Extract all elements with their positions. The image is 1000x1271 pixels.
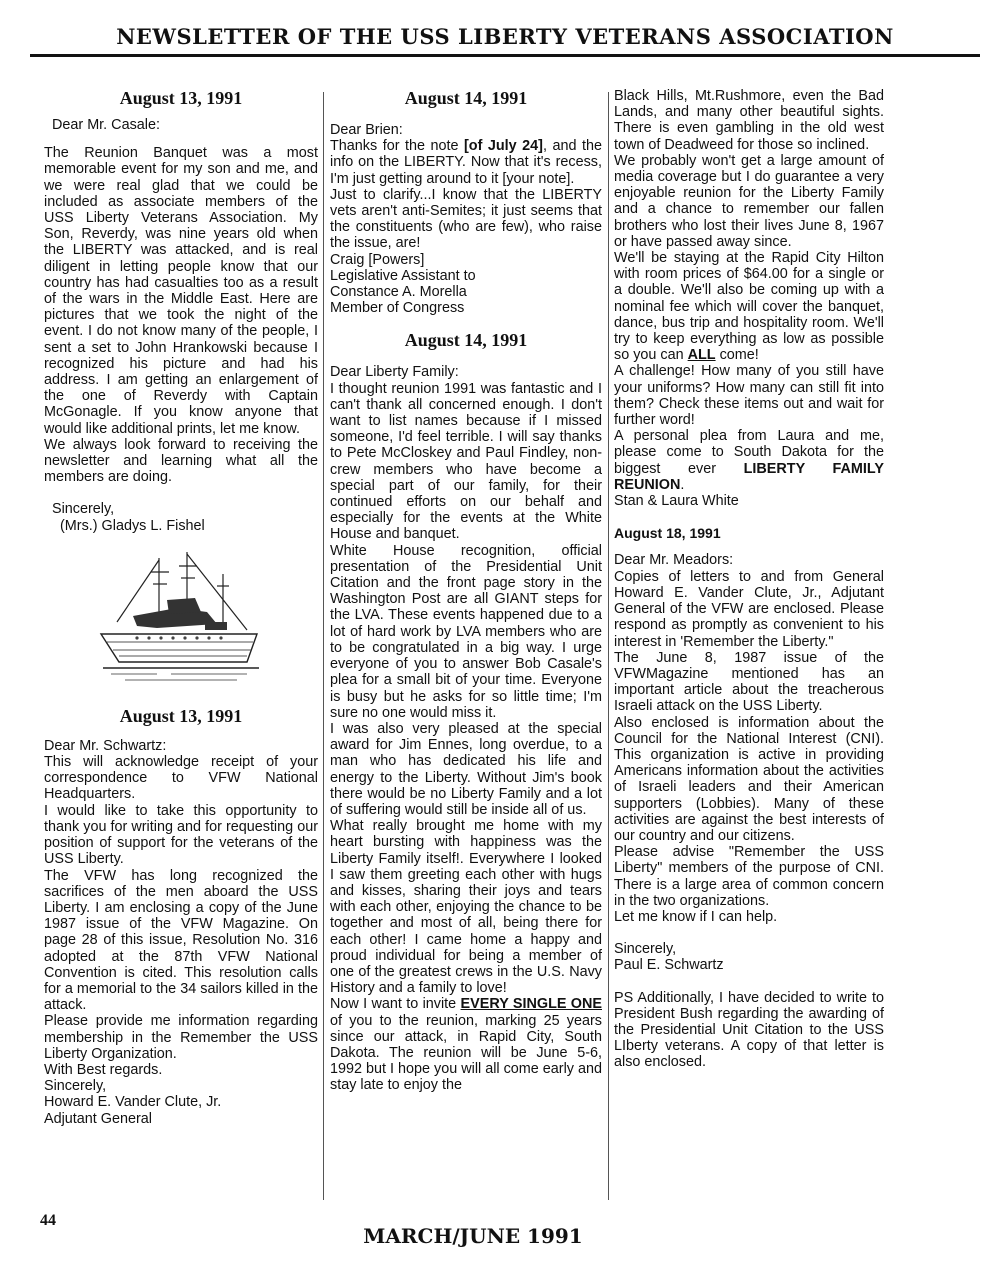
letter-body: The Reunion Banquet was a most memorable event for my son and me, and we were real glad that we could be included as associate members of the USS Liberty Veterans Association. My Son, Reverdy, was nine years old when the LIBERTY was attacked, and is real diligent in letting people know that our country has had casualties too as a result of the wars in the Middle East. Here are pictures that we took the night of the event. I do not know many of the people, I sent a set to John Hrankowski because I recognized his picture and had his address. I am getting an enlargement of the one of Reverdy with Captain McGonagle. If you know anyone that would like additional prints, let me know. bbox=[44, 145, 318, 437]
letter-date: August 14, 1991 bbox=[404, 330, 528, 351]
signature: (Mrs.) Gladys L. Fishel bbox=[60, 517, 205, 534]
signature-title: Adjutant General bbox=[44, 1110, 153, 1127]
closing: Sincerely, bbox=[52, 501, 115, 518]
letter-text: We'll be staying at the Rapid City Hilton with room prices of $64.00 for a single or a double. We'll also be coming up with a nominal fee which will cover the banquet, dance, bus trip and hospitality room. We'll try to keep everything as low as possible so you can bbox=[614, 250, 884, 364]
closing: Sincerely, bbox=[44, 1078, 107, 1095]
column-divider-left bbox=[323, 92, 324, 1200]
letter-text: of you to the reunion, marking 25 years since our attack, in Rapid City, South Dakota. The reunion will be June 5-6, 1992 but I hope you will all come early and stay late to enjoy the bbox=[330, 1012, 602, 1094]
letter-body: I thought reunion 1991 was fantastic and I can't thank all concerned enough. I don't want to list names because if I missed someone, I'd feel terrible. I will say thanks to Pete McCloskey and Paul Findley, non-crew members who have become a special part of our family, for their continued efforts on our behalf and especially for the events at the White House and banquet. bbox=[330, 380, 602, 543]
letter-body bbox=[330, 138, 602, 187]
letter-body: Let me know if I can help. bbox=[614, 908, 778, 925]
letter-body bbox=[614, 250, 884, 363]
letter-body: We probably won't get a large amount of media coverage but I do guarantee a very enjoyable reunion for the Liberty Family and a chance to remember our fallen brothers who lost their lives June 8, 1967 or have passed away since. bbox=[614, 152, 884, 250]
salutation: Dear Mr. Meadors: bbox=[614, 552, 734, 569]
signature: Craig [Powers] bbox=[330, 251, 425, 268]
signature-title: Legislative Assistant to bbox=[330, 267, 476, 284]
signature: Stan & Laura White bbox=[614, 493, 739, 510]
letter-body: We always look forward to receiving the newsletter and learning what all the members are doing. bbox=[44, 436, 318, 486]
page-number: 44 bbox=[40, 1212, 56, 1229]
letter-body: This will acknowledge receipt of your correspondence to VFW National Headquarters. bbox=[44, 754, 318, 803]
letter-text-bold: [of July 24] bbox=[464, 138, 543, 155]
letter-date: August 13, 1991 bbox=[119, 88, 243, 108]
salutation: Dear Mr. Casale: bbox=[52, 117, 160, 133]
closing: Sincerely, bbox=[614, 941, 677, 958]
salutation: Dear Mr. Schwartz: bbox=[44, 737, 167, 754]
letter-body: A challenge! How many of you still have your uniforms? How many can still fit into them? Check these items out and wait for further word! bbox=[614, 363, 884, 429]
letter-text: Thanks for the note bbox=[330, 138, 464, 155]
column-left bbox=[44, 88, 318, 1198]
letter-text-emphasis: ALL bbox=[687, 347, 716, 364]
postscript: PS Additionally, I have decided to write to President Bush regarding the awarding of the Presidential Unit Citation to the USS LIberty veterans. A copy of that letter is also enclosed. bbox=[614, 989, 884, 1071]
letter-text: come! bbox=[715, 347, 759, 364]
letter-body: Black Hills, Mt.Rushmore, even the Bad Lands, and many other beautiful sights. There is even gambling in the old west town of Deadweed for those so inclined. bbox=[614, 88, 884, 153]
letter-date: August 14, 1991 bbox=[404, 88, 528, 108]
letter-body: Please advise "Remember the USS Liberty" members of the purpose of CNI. There is a large area of common concern in the two organizations. bbox=[614, 844, 884, 909]
column-divider-right bbox=[608, 92, 609, 1200]
letter-text-emphasis: EVERY SINGLE ONE bbox=[460, 996, 602, 1013]
signature-title: Constance A. Morella bbox=[330, 284, 467, 301]
letter-body: I was also very pleased at the special award for Jim Ennes, long overdue, to a man who has dedicated his life and energy to the Liberty. Without Jim's book there would be no Liberty Family and a lot of suffering would still be inside all of us. bbox=[330, 720, 602, 818]
letter-date: August 13, 1991 bbox=[119, 705, 243, 726]
column-middle bbox=[330, 88, 602, 1198]
signature: Paul E. Schwartz bbox=[614, 957, 724, 974]
letter-body: Please provide me information regarding membership in the Remember the USS Liberty Organization. bbox=[44, 1013, 318, 1062]
letter-body bbox=[330, 996, 602, 1093]
letter-body: Just to clarify...I know that the LIBERTY vets aren't anti-Semites; it just seems that the constituents (who are few), who raise the issue, are! bbox=[330, 186, 602, 252]
letter-date: August 18, 1991 bbox=[614, 525, 721, 542]
ship-illustration bbox=[97, 550, 265, 692]
signature: Howard E. Vander Clute, Jr. bbox=[44, 1094, 222, 1111]
salutation: Dear Liberty Family: bbox=[330, 364, 459, 381]
issue-date: MARCH/JUNE 1991 bbox=[363, 1224, 583, 1248]
letter-body: White House recognition, official presentation of the Presidential Unit Citation and the front page story in the Washington Post are all GIANT steps for the LVA. These events happened due to a lot of hard work by LVA members who are to be congratulated in a big way. I urge everyone of you to answer Bob Casale's plea for a small bit of your time. Everyone is busy but he asks for so little time; I'm sure no one would miss it. bbox=[330, 542, 602, 721]
column-right bbox=[614, 88, 884, 1198]
letter-text: A personal plea from Laura and me, please come to South Dakota for the biggest ever bbox=[614, 428, 884, 477]
letter-body: Also enclosed is information about the Council for the National Interest (CNI). This organization is active in providing Americans information about the activities of Israeli leaders and their American supporters (Lobbies). Many of these activities are against the best interests of our country and our citizens. bbox=[614, 714, 884, 844]
letter-text: . bbox=[680, 476, 685, 493]
salutation: Dear Brien: bbox=[330, 122, 403, 138]
letter-body: Copies of letters to and from General Howard E. Vander Clute, Jr., Adjutant General of the VFW are enclosed. Please respond as promptly as convenient to his interest in 'Remember the Liberty." bbox=[614, 568, 884, 650]
letter-body: The June 8, 1987 issue of the VFWMagazine mentioned has an important article about the treacherous Israeli attack on the USS Liberty. bbox=[614, 649, 884, 715]
letter-body: With Best regards. bbox=[44, 1061, 163, 1078]
letter-body: What really brought me home with my heart bursting with happiness was the Liberty Family itself!. Everywhere I looked I saw them greeting each other with hugs and kisses, sharing their joys and tears with each other, enjoying the chance to be together and most of all, being there for each other! I came home a happy and proud individual for being a member of one of the greatest crews in the U.S. Navy History and a family to love! bbox=[330, 818, 602, 997]
letter-text-bold: LIBERTY FAMILY REUNION bbox=[614, 460, 884, 493]
letter-text: Now I want to invite bbox=[330, 996, 461, 1013]
letter-body bbox=[614, 428, 884, 493]
letter-body: The VFW has long recognized the sacrifices of the men aboard the USS Liberty. I am enclosing a copy of the June 1987 issue of the VFW Magazine. On page 28 of this issue, Resolution No. 316 adopted at the 87th VFW National Convention is cited. This resolution calls for a memorial to the 34 sailors killed in the attack. bbox=[44, 867, 318, 1014]
signature-title: Member of Congress bbox=[330, 300, 465, 317]
letter-body: I would like to take this opportunity to thank you for writing and for requesting our position of support for the veterans of the USS Liberty. bbox=[44, 802, 318, 868]
letter-text: , and the info on the LIBERTY. Now that it's recess, I'm just getting around to it [your note]. bbox=[330, 138, 602, 187]
masthead: NEWSLETTER OF THE USS LIBERTY VETERANS ASSOCIATION bbox=[30, 20, 980, 57]
